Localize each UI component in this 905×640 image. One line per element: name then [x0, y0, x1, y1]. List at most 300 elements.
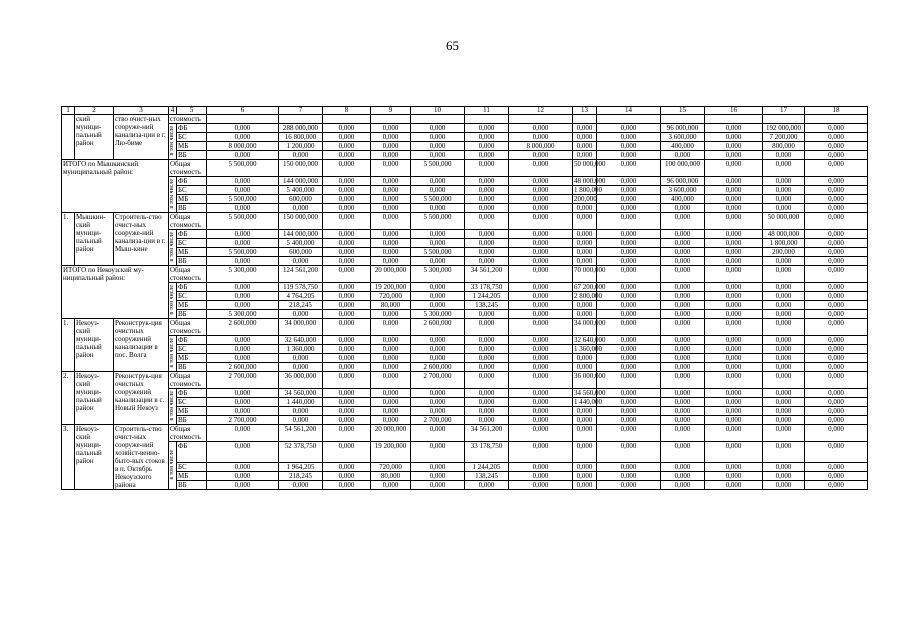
funding-value-cell: 0,000 [763, 416, 805, 425]
funding-value-cell: 0,000 [509, 230, 573, 239]
funding-value-cell: 32 640,000 [279, 336, 323, 345]
funding-value-cell: 1 244,205 [465, 292, 509, 301]
total-cost-cell: 0,000 [597, 425, 661, 442]
funding-value-cell: 0,000 [465, 345, 509, 354]
in-that-number-label [169, 389, 177, 425]
project-row [62, 115, 868, 124]
total-cost-cell: 0,000 [661, 319, 705, 336]
funding-value-cell: 0,000 [323, 442, 371, 463]
funding-value-cell: 0,000 [411, 177, 465, 186]
funding-value-cell: 0,000 [597, 292, 661, 301]
total-cost-cell: 0,000 [805, 425, 868, 442]
column-number-cell: 4 [169, 107, 177, 115]
funding-value-cell: 0,000 [805, 292, 868, 301]
funding-value-cell: 0,000 [371, 481, 411, 490]
funding-value-cell: 80,000 [371, 301, 411, 310]
funding-value-cell: 0,000 [805, 151, 868, 160]
total-cost-cell: 150 000,000 [279, 160, 323, 177]
funding-value-cell: 0,000 [509, 472, 573, 481]
column-number-cell: 13 [573, 107, 597, 115]
district-total-row [62, 160, 868, 177]
funding-source-code: БС [177, 239, 207, 248]
total-cost-cell: 70 000,000 [573, 266, 597, 283]
funding-source-code: МБ [177, 142, 207, 151]
funding-value-cell: 0,000 [597, 186, 661, 195]
column-number-cell: 14 [597, 107, 661, 115]
funding-value-cell: 0,000 [323, 472, 371, 481]
funding-value-cell: 0,000 [371, 142, 411, 151]
funding-value-cell: 52 378,750 [279, 442, 323, 463]
funding-source-code: ВБ [177, 151, 207, 160]
project-description: Строитель-ство очист-ных сооруже-ний канализа-ции в г. Мыш-кине [114, 213, 169, 266]
funding-value-cell: 2 600,000 [207, 363, 279, 372]
column-number-cell: 1 [62, 107, 75, 115]
district-total-title: ИТОГО по Некоузский му-ниципальный район: [62, 266, 169, 319]
funding-value-cell: 0,000 [371, 151, 411, 160]
funding-value-cell: 0,000 [323, 283, 371, 292]
total-cost-cell: 2 700,000 [207, 372, 279, 389]
funding-value-cell: 80,000 [371, 472, 411, 481]
funding-value-cell: 5 500,000 [411, 195, 465, 204]
funding-value-cell: 0,000 [597, 133, 661, 142]
project-number [62, 115, 75, 160]
funding-value-cell: 0,000 [279, 310, 323, 319]
funding-value-cell: 5 300,000 [207, 310, 279, 319]
funding-value-cell: 0,000 [763, 354, 805, 363]
funding-source-code: ВБ [177, 310, 207, 319]
funding-value-cell: 0,000 [805, 133, 868, 142]
funding-source-row [62, 124, 868, 133]
funding-value-cell: 0,000 [323, 463, 371, 472]
funding-value-cell: 0,000 [279, 416, 323, 425]
funding-value-cell: 0,000 [805, 336, 868, 345]
funding-value-cell: 7 200,000 [763, 133, 805, 142]
funding-value-cell: 0,000 [207, 463, 279, 472]
funding-value-cell: 0,000 [661, 354, 705, 363]
total-cost-cell [465, 115, 509, 124]
column-number-cell: 11 [465, 107, 509, 115]
total-cost-cell: 2 600,000 [207, 319, 279, 336]
total-cost-cell: 0,000 [323, 425, 371, 442]
funding-value-cell: 0,000 [279, 407, 323, 416]
total-cost-cell: 0,000 [705, 266, 763, 283]
funding-source-code: БС [177, 398, 207, 407]
funding-value-cell: 0,000 [411, 142, 465, 151]
funding-value-cell: 0,000 [805, 204, 868, 213]
funding-source-row [62, 177, 868, 186]
funding-value-cell: 0,000 [411, 124, 465, 133]
district-name: Мышкин-ский муници-пальный район [75, 213, 114, 266]
funding-source-row [62, 345, 868, 354]
total-cost-cell: 0,000 [705, 319, 763, 336]
funding-value-cell: 0,000 [705, 310, 763, 319]
funding-value-cell: 0,000 [763, 292, 805, 301]
funding-value-cell: 0,000 [509, 257, 573, 266]
funding-value-cell: 0,000 [705, 389, 763, 398]
funding-value-cell: 0,000 [465, 133, 509, 142]
funding-value-cell: 0,000 [509, 151, 573, 160]
project-number: 1. [62, 319, 75, 372]
funding-value-cell: 0,000 [371, 204, 411, 213]
funding-value-cell: 2 600,000 [411, 363, 465, 372]
funding-value-cell: 0,000 [323, 363, 371, 372]
funding-value-cell: 0,000 [465, 248, 509, 257]
funding-source-code: ФБ [177, 230, 207, 239]
total-cost-cell: 0,000 [323, 266, 371, 283]
funding-value-cell: 0,000 [705, 363, 763, 372]
funding-source-row [62, 283, 868, 292]
funding-value-cell: 0,000 [597, 481, 661, 490]
funding-value-cell: 0,000 [705, 177, 763, 186]
funding-value-cell: 0,000 [509, 301, 573, 310]
funding-value-cell: 218,245 [279, 472, 323, 481]
funding-value-cell: 0,000 [705, 407, 763, 416]
funding-value-cell: 0,000 [573, 481, 597, 490]
funding-value-cell: 0,000 [323, 204, 371, 213]
funding-value-cell: 0,000 [763, 283, 805, 292]
funding-source-row [62, 204, 868, 213]
funding-value-cell: 0,000 [371, 389, 411, 398]
funding-value-cell: 0,000 [465, 407, 509, 416]
funding-value-cell: 0,000 [573, 248, 597, 257]
funding-value-cell: 0,000 [573, 124, 597, 133]
column-number-cell: 17 [763, 107, 805, 115]
funding-source-row [62, 354, 868, 363]
funding-value-cell: 0,000 [411, 442, 465, 463]
funding-value-cell: 0,000 [805, 407, 868, 416]
funding-value-cell: 0,000 [207, 481, 279, 490]
funding-value-cell: 19 200,000 [371, 442, 411, 463]
funding-value-cell: 0,000 [323, 248, 371, 257]
funding-source-row [62, 463, 868, 472]
project-row [62, 213, 868, 230]
total-cost-cell: 0,000 [763, 266, 805, 283]
funding-value-cell: 0,000 [705, 292, 763, 301]
column-number-cell: 9 [371, 107, 411, 115]
funding-value-cell: 0,000 [805, 345, 868, 354]
funding-value-cell: 0,000 [323, 195, 371, 204]
funding-value-cell: 0,000 [371, 230, 411, 239]
funding-source-code: ВБ [177, 257, 207, 266]
funding-value-cell: 0,000 [705, 398, 763, 407]
funding-value-cell: 0,000 [323, 151, 371, 160]
funding-value-cell: 0,000 [573, 472, 597, 481]
funding-value-cell: 0,000 [661, 472, 705, 481]
funding-value-cell: 0,000 [763, 407, 805, 416]
funding-value-cell: 0,000 [597, 463, 661, 472]
total-cost-cell: 54 561,200 [279, 425, 323, 442]
funding-value-cell: 0,000 [661, 345, 705, 354]
funding-value-cell: 0,000 [597, 283, 661, 292]
total-cost-cell: 0,000 [509, 319, 573, 336]
total-cost-cell: 0,000 [323, 160, 371, 177]
funding-value-cell: 0,000 [705, 151, 763, 160]
funding-value-cell: 0,000 [465, 363, 509, 372]
funding-value-cell: 0,000 [279, 204, 323, 213]
total-cost-cell [805, 115, 868, 124]
total-cost-cell: 5 500,000 [207, 213, 279, 230]
funding-value-cell: 0,000 [705, 345, 763, 354]
funding-value-cell: 0,000 [705, 442, 763, 463]
funding-value-cell: 0,000 [805, 389, 868, 398]
funding-value-cell: 0,000 [805, 416, 868, 425]
project-number: 2. [62, 372, 75, 425]
funding-value-cell: 0,000 [371, 336, 411, 345]
funding-source-code: ВБ [177, 363, 207, 372]
funding-value-cell: 0,000 [805, 142, 868, 151]
funding-value-cell: 5 500,000 [411, 248, 465, 257]
total-cost-cell: 0,000 [509, 213, 573, 230]
funding-value-cell: 0,000 [411, 481, 465, 490]
funding-value-cell: 0,000 [573, 442, 597, 463]
funding-value-cell: 0,000 [207, 389, 279, 398]
funding-value-cell: 218,245 [279, 301, 323, 310]
total-cost-cell: 5 500,000 [207, 160, 279, 177]
total-cost-cell: 0,000 [805, 160, 868, 177]
project-number: 3. [62, 425, 75, 490]
column-number-cell: 18 [805, 107, 868, 115]
funding-value-cell: 33 178,750 [465, 283, 509, 292]
total-cost-cell: 0,000 [597, 319, 661, 336]
funding-value-cell: 144 000,000 [279, 230, 323, 239]
funding-source-code: МБ [177, 248, 207, 257]
total-cost-cell: 100 000,000 [661, 160, 705, 177]
funding-value-cell: 0,000 [805, 195, 868, 204]
funding-value-cell: 0,000 [207, 407, 279, 416]
funding-value-cell: 0,000 [661, 239, 705, 248]
funding-value-cell: 0,000 [597, 248, 661, 257]
total-cost-cell: 2 600,000 [411, 319, 465, 336]
total-cost-cell: 0,000 [805, 213, 868, 230]
funding-value-cell: 720,000 [371, 463, 411, 472]
column-number-cell: 7 [279, 107, 323, 115]
funding-value-cell: 1 244,205 [465, 463, 509, 472]
in-that-number-text: в том числе [169, 284, 175, 315]
total-cost-cell: 20 000,000 [371, 266, 411, 283]
funding-value-cell: 0,000 [805, 310, 868, 319]
total-cost-cell: 0,000 [597, 160, 661, 177]
total-cost-cell: 0,000 [323, 372, 371, 389]
funding-value-cell: 0,000 [509, 481, 573, 490]
total-cost-label: Общая стоимость [169, 266, 207, 283]
funding-source-code: БС [177, 345, 207, 354]
funding-value-cell: 0,000 [661, 389, 705, 398]
funding-value-cell: 0,000 [661, 204, 705, 213]
funding-source-row [62, 416, 868, 425]
funding-value-cell: 0,000 [465, 186, 509, 195]
funding-value-cell: 0,000 [763, 310, 805, 319]
funding-value-cell: 1 964,205 [279, 463, 323, 472]
column-number-cell: 15 [661, 107, 705, 115]
funding-value-cell: 0,000 [705, 239, 763, 248]
funding-value-cell: 0,000 [805, 230, 868, 239]
funding-value-cell: 0,000 [465, 230, 509, 239]
funding-source-row [62, 310, 868, 319]
funding-value-cell: 0,000 [465, 336, 509, 345]
funding-value-cell: 5 400,000 [279, 239, 323, 248]
funding-value-cell: 0,000 [805, 283, 868, 292]
total-cost-cell [279, 115, 323, 124]
funding-value-cell: 0,000 [763, 257, 805, 266]
funding-value-cell: 0,000 [705, 354, 763, 363]
funding-value-cell: 0,000 [763, 389, 805, 398]
total-cost-label: Общая стоимость [169, 160, 207, 177]
funding-value-cell: 0,000 [509, 354, 573, 363]
funding-value-cell: 0,000 [509, 133, 573, 142]
funding-value-cell: 0,000 [763, 301, 805, 310]
funding-value-cell: 0,000 [573, 301, 597, 310]
funding-value-cell: 0,000 [597, 301, 661, 310]
total-cost-cell: 0,000 [763, 425, 805, 442]
funding-source-code: МБ [177, 301, 207, 310]
funding-value-cell: 0,000 [573, 230, 597, 239]
funding-source-row [62, 230, 868, 239]
funding-value-cell: 0,000 [509, 124, 573, 133]
funding-value-cell: 0,000 [597, 389, 661, 398]
in-that-number-text: в том числе [169, 178, 175, 209]
total-cost-cell: 0,000 [371, 213, 411, 230]
funding-value-cell: 0,000 [509, 239, 573, 248]
total-cost-cell: 5 500,000 [411, 160, 465, 177]
funding-value-cell: 0,000 [371, 124, 411, 133]
funding-source-row [62, 389, 868, 398]
column-number-cell: 16 [705, 107, 763, 115]
total-cost-cell: 34 561,200 [465, 425, 509, 442]
funding-value-cell: 0,000 [597, 354, 661, 363]
funding-value-cell: 0,000 [207, 186, 279, 195]
column-number-cell: 6 [207, 107, 279, 115]
funding-value-cell: 0,000 [207, 442, 279, 463]
funding-value-cell: 0,000 [411, 336, 465, 345]
funding-value-cell: 144 000,000 [279, 177, 323, 186]
funding-value-cell: 0,000 [279, 354, 323, 363]
district-name: ский муници-пальный район [75, 115, 114, 160]
funding-value-cell: 0,000 [805, 301, 868, 310]
funding-value-cell: 0,000 [763, 472, 805, 481]
funding-value-cell: 0,000 [509, 310, 573, 319]
funding-value-cell: 0,000 [805, 257, 868, 266]
funding-source-row [62, 186, 868, 195]
funding-source-code: ФБ [177, 442, 207, 463]
funding-value-cell: 0,000 [411, 257, 465, 266]
funding-value-cell: 0,000 [597, 336, 661, 345]
funding-value-cell: 0,000 [661, 398, 705, 407]
funding-value-cell: 0,000 [661, 283, 705, 292]
total-cost-cell: 0,000 [573, 425, 597, 442]
funding-value-cell: 0,000 [509, 398, 573, 407]
total-cost-cell: 5 300,000 [411, 266, 465, 283]
total-cost-cell: 34 000,000 [573, 319, 597, 336]
funding-value-cell: 0,000 [597, 177, 661, 186]
funding-value-cell: 192 000,000 [763, 124, 805, 133]
funding-value-cell: 0,000 [323, 142, 371, 151]
total-cost-cell: 0,000 [763, 160, 805, 177]
funding-value-cell: 0,000 [573, 239, 597, 248]
total-cost-label: Общая стоимость [169, 213, 207, 230]
in-that-number-label [169, 177, 177, 213]
funding-value-cell: 0,000 [509, 416, 573, 425]
total-cost-label: Общая стоимость [169, 425, 207, 442]
funding-value-cell: 0,000 [207, 151, 279, 160]
funding-value-cell: 0,000 [705, 257, 763, 266]
funding-value-cell: 0,000 [661, 363, 705, 372]
in-that-number-label [169, 442, 177, 490]
funding-value-cell: 0,000 [763, 151, 805, 160]
total-cost-cell: 0,000 [661, 372, 705, 389]
funding-value-cell: 0,000 [661, 248, 705, 257]
funding-value-cell: 0,000 [705, 481, 763, 490]
in-that-number-text: в том числе [169, 449, 175, 480]
funding-value-cell: 96 000,000 [661, 124, 705, 133]
funding-value-cell: 0,000 [371, 354, 411, 363]
funding-source-row [62, 248, 868, 257]
funding-value-cell: 0,000 [411, 345, 465, 354]
page-number: 65 [446, 38, 459, 53]
funding-value-cell: 0,000 [207, 472, 279, 481]
funding-value-cell: 0,000 [763, 204, 805, 213]
funding-value-cell: 0,000 [465, 151, 509, 160]
total-cost-cell: 0,000 [465, 372, 509, 389]
funding-value-cell: 0,000 [705, 416, 763, 425]
funding-value-cell: 0,000 [323, 292, 371, 301]
funding-value-cell: 0,000 [597, 142, 661, 151]
total-cost-cell: 5 300,000 [207, 266, 279, 283]
funding-value-cell: 0,000 [207, 301, 279, 310]
funding-source-row [62, 336, 868, 345]
total-cost-cell [509, 115, 573, 124]
funding-value-cell: 0,000 [371, 363, 411, 372]
funding-source-row [62, 292, 868, 301]
funding-value-cell: 0,000 [597, 407, 661, 416]
total-cost-cell: 0,000 [661, 213, 705, 230]
funding-value-cell: 0,000 [465, 310, 509, 319]
funding-value-cell: 0,000 [705, 195, 763, 204]
funding-value-cell: 0,000 [573, 133, 597, 142]
funding-value-cell: 0,000 [207, 283, 279, 292]
total-cost-cell: 0,000 [207, 425, 279, 442]
total-cost-cell: 0,000 [509, 425, 573, 442]
funding-value-cell: 0,000 [597, 151, 661, 160]
funding-value-cell: 0,000 [411, 230, 465, 239]
funding-value-cell: 0,000 [509, 389, 573, 398]
funding-value-cell: 0,000 [597, 124, 661, 133]
funding-value-cell: 0,000 [411, 186, 465, 195]
funding-value-cell: 0,000 [705, 142, 763, 151]
funding-value-cell: 0,000 [465, 124, 509, 133]
funding-value-cell: 2 800,000 [574, 292, 602, 300]
total-cost-cell [207, 115, 279, 124]
funding-source-row [62, 195, 868, 204]
funding-value-cell: 0,000 [411, 463, 465, 472]
funding-value-cell: 0,000 [509, 345, 573, 354]
funding-value-cell: 0,000 [509, 186, 573, 195]
funding-value-cell: 3 600,000 [661, 133, 705, 142]
funding-value-cell: 200,000 [574, 195, 597, 203]
funding-value-cell: 0,000 [597, 398, 661, 407]
total-cost-cell: 36 000,000 [279, 372, 323, 389]
funding-value-cell: 0,000 [763, 442, 805, 463]
total-cost-cell: 124 561,200 [279, 266, 323, 283]
funding-source-code: МБ [177, 472, 207, 481]
project-description: Строитель-ство очист-ных сооруже-ний хозяйст-венно-быто-вых стоков в п. Октябрь Некоузского района [114, 425, 169, 490]
funding-value-cell: 0,000 [705, 186, 763, 195]
funding-value-cell: 0,000 [279, 257, 323, 266]
funding-value-cell: 0,000 [323, 354, 371, 363]
funding-value-cell: 0,000 [763, 363, 805, 372]
funding-value-cell: 0,000 [763, 463, 805, 472]
funding-value-cell: 32 640,000 [574, 336, 606, 344]
funding-value-cell: 400,000 [661, 195, 705, 204]
